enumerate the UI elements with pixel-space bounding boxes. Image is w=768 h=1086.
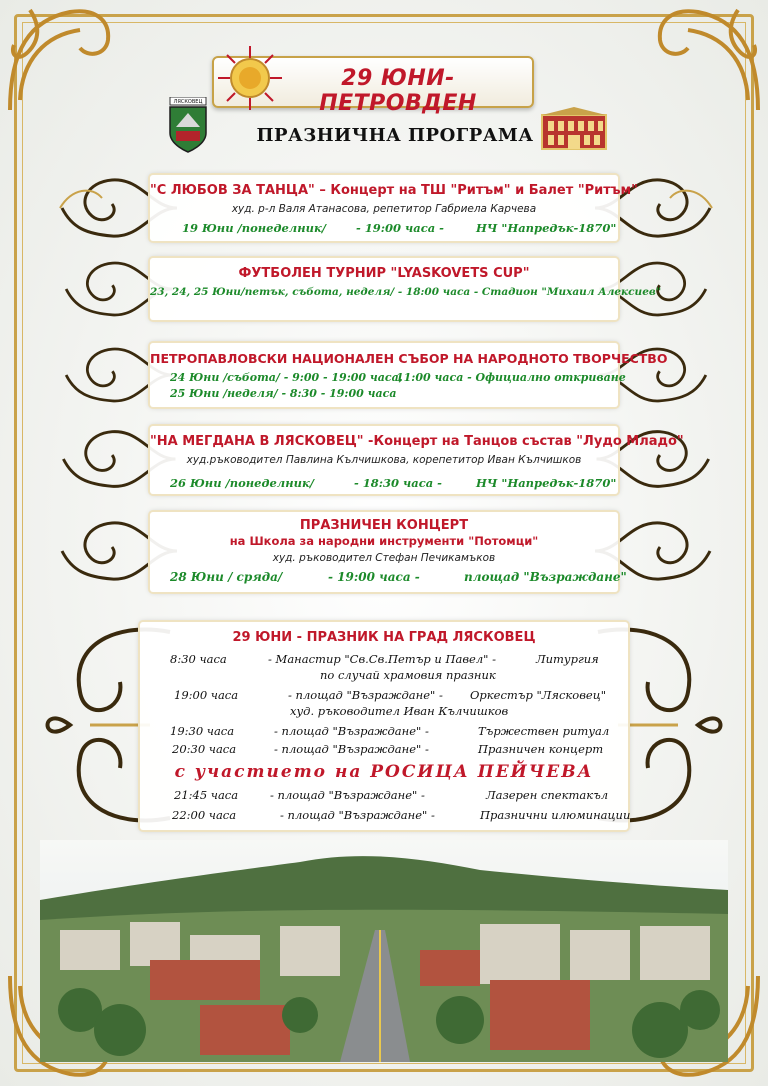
event-time: - 19:00 часа - [328, 570, 420, 584]
row-note: по случай храмовия празник [320, 668, 496, 682]
culture-house-icon [540, 105, 608, 151]
event-panel [150, 343, 668, 407]
row-time: 21:45 часа [174, 788, 239, 802]
row-event: Литургия [536, 652, 599, 666]
row-place: - площад "Възраждане" - [274, 724, 429, 738]
event-place: НЧ "Напредък-1870" [476, 476, 617, 490]
event-date: 19 Юни /понеделник/ [182, 221, 326, 235]
town-crest-icon [168, 97, 208, 153]
event-credits: худ.ръководител Павлина Кълчишкова, корепетитор Иван Кълчишков [186, 454, 582, 466]
row-place: - площад "Възраждане" - [288, 688, 443, 702]
row-event: Празнични илюминации [480, 808, 631, 822]
row-place: - площад "Възраждане" - [274, 742, 429, 756]
event-place: НЧ "Напредък-1870" [476, 221, 617, 235]
event-opening: 11:00 часа - Официално откриване [396, 371, 626, 384]
event-panel [150, 426, 684, 494]
event-panel [150, 512, 627, 592]
row-event: Празничен концерт [478, 742, 604, 756]
event-credits: худ. ръководител Стефан Печикамъков [272, 552, 496, 564]
town-panorama-image [40, 840, 728, 1062]
row-time: 22:00 часа [172, 808, 237, 822]
row-event: Тържествен ритуал [478, 724, 610, 738]
row-time: 8:30 часа [170, 652, 227, 666]
row-event: Лазерен спектакъл [486, 788, 609, 802]
event-date: 28 Юни / сряда/ [170, 570, 283, 584]
event-title: "НА МЕГДАНА В ЛЯСКОВЕЦ" -Концерт на Танцов състав "Лудо Младо" [150, 434, 684, 449]
row-place: - Манастир "Св.Св.Петър и Павел" - [268, 652, 496, 666]
guest-star: с участието на РОСИЦА ПЕЙЧЕВА [174, 762, 594, 782]
event-time: - 19:00 часа - [356, 221, 444, 235]
row-place: - площад "Възраждане" - [270, 788, 425, 802]
row-time: 20:30 часа [172, 742, 237, 756]
row-time: 19:30 часа [170, 724, 235, 738]
poster-title: 29 ЮНИ-ПЕТРОВДЕН [319, 66, 477, 116]
row-event: Оркестър "Лясковец" [470, 688, 607, 702]
main-day-panel [140, 622, 631, 830]
sun-ornament-icon [216, 44, 284, 112]
event-date: 26 Юни /понеделник/ [170, 476, 314, 490]
corner-ornament-icon [648, 0, 768, 120]
event-credits: худ. р-л Валя Атанасова, репетитор Габриела Карчева [231, 203, 537, 215]
event-title: "С ЛЮБОВ ЗА ТАНЦА" – Концерт на ТШ "Ритъм" и Балет "Ритъм" [150, 183, 638, 198]
event-title: ПРАЗНИЧЕН КОНЦЕРТ [299, 518, 469, 533]
event-title: ФУТБОЛЕН ТУРНИР "LYASKOVETS CUP" [238, 266, 530, 281]
event-details: 23, 24, 25 Юни/петък, събота, неделя/ - 18:00 часа - Стадион "Михаил Алексиев" [150, 286, 662, 298]
event-day1: 24 Юни /събота/ - 9:00 - 19:00 часа, [170, 371, 403, 384]
row-time: 19:00 часа [174, 688, 239, 702]
main-day-title: 29 ЮНИ - ПРАЗНИК НА ГРАД ЛЯСКОВЕЦ [232, 630, 536, 645]
event-day2: 25 Юни /неделя/ - 8:30 - 19:00 часа [170, 387, 397, 400]
event-panel [150, 258, 662, 320]
event-title: ПЕТРОПАВЛОВСКИ НАЦИОНАЛЕН СЪБОР НА НАРОДНОТО ТВОРЧЕСТВО [150, 351, 668, 366]
event-panel [150, 175, 638, 241]
row-place: - площад "Възраждане" - [280, 808, 435, 822]
event-time: - 18:30 часа - [354, 476, 442, 490]
program-heading: ПРАЗНИЧНА ПРОГРАМА [256, 125, 534, 146]
event-place: площад "Възраждане" [464, 570, 627, 584]
crest-label: ЛЯСКОВЕЦ [173, 99, 203, 105]
row-note: худ. ръководител Иван Кълчишков [290, 704, 509, 718]
event-subtitle: на Школа за народни инструменти "Потомци" [229, 534, 539, 548]
corner-ornament-icon [0, 0, 120, 120]
